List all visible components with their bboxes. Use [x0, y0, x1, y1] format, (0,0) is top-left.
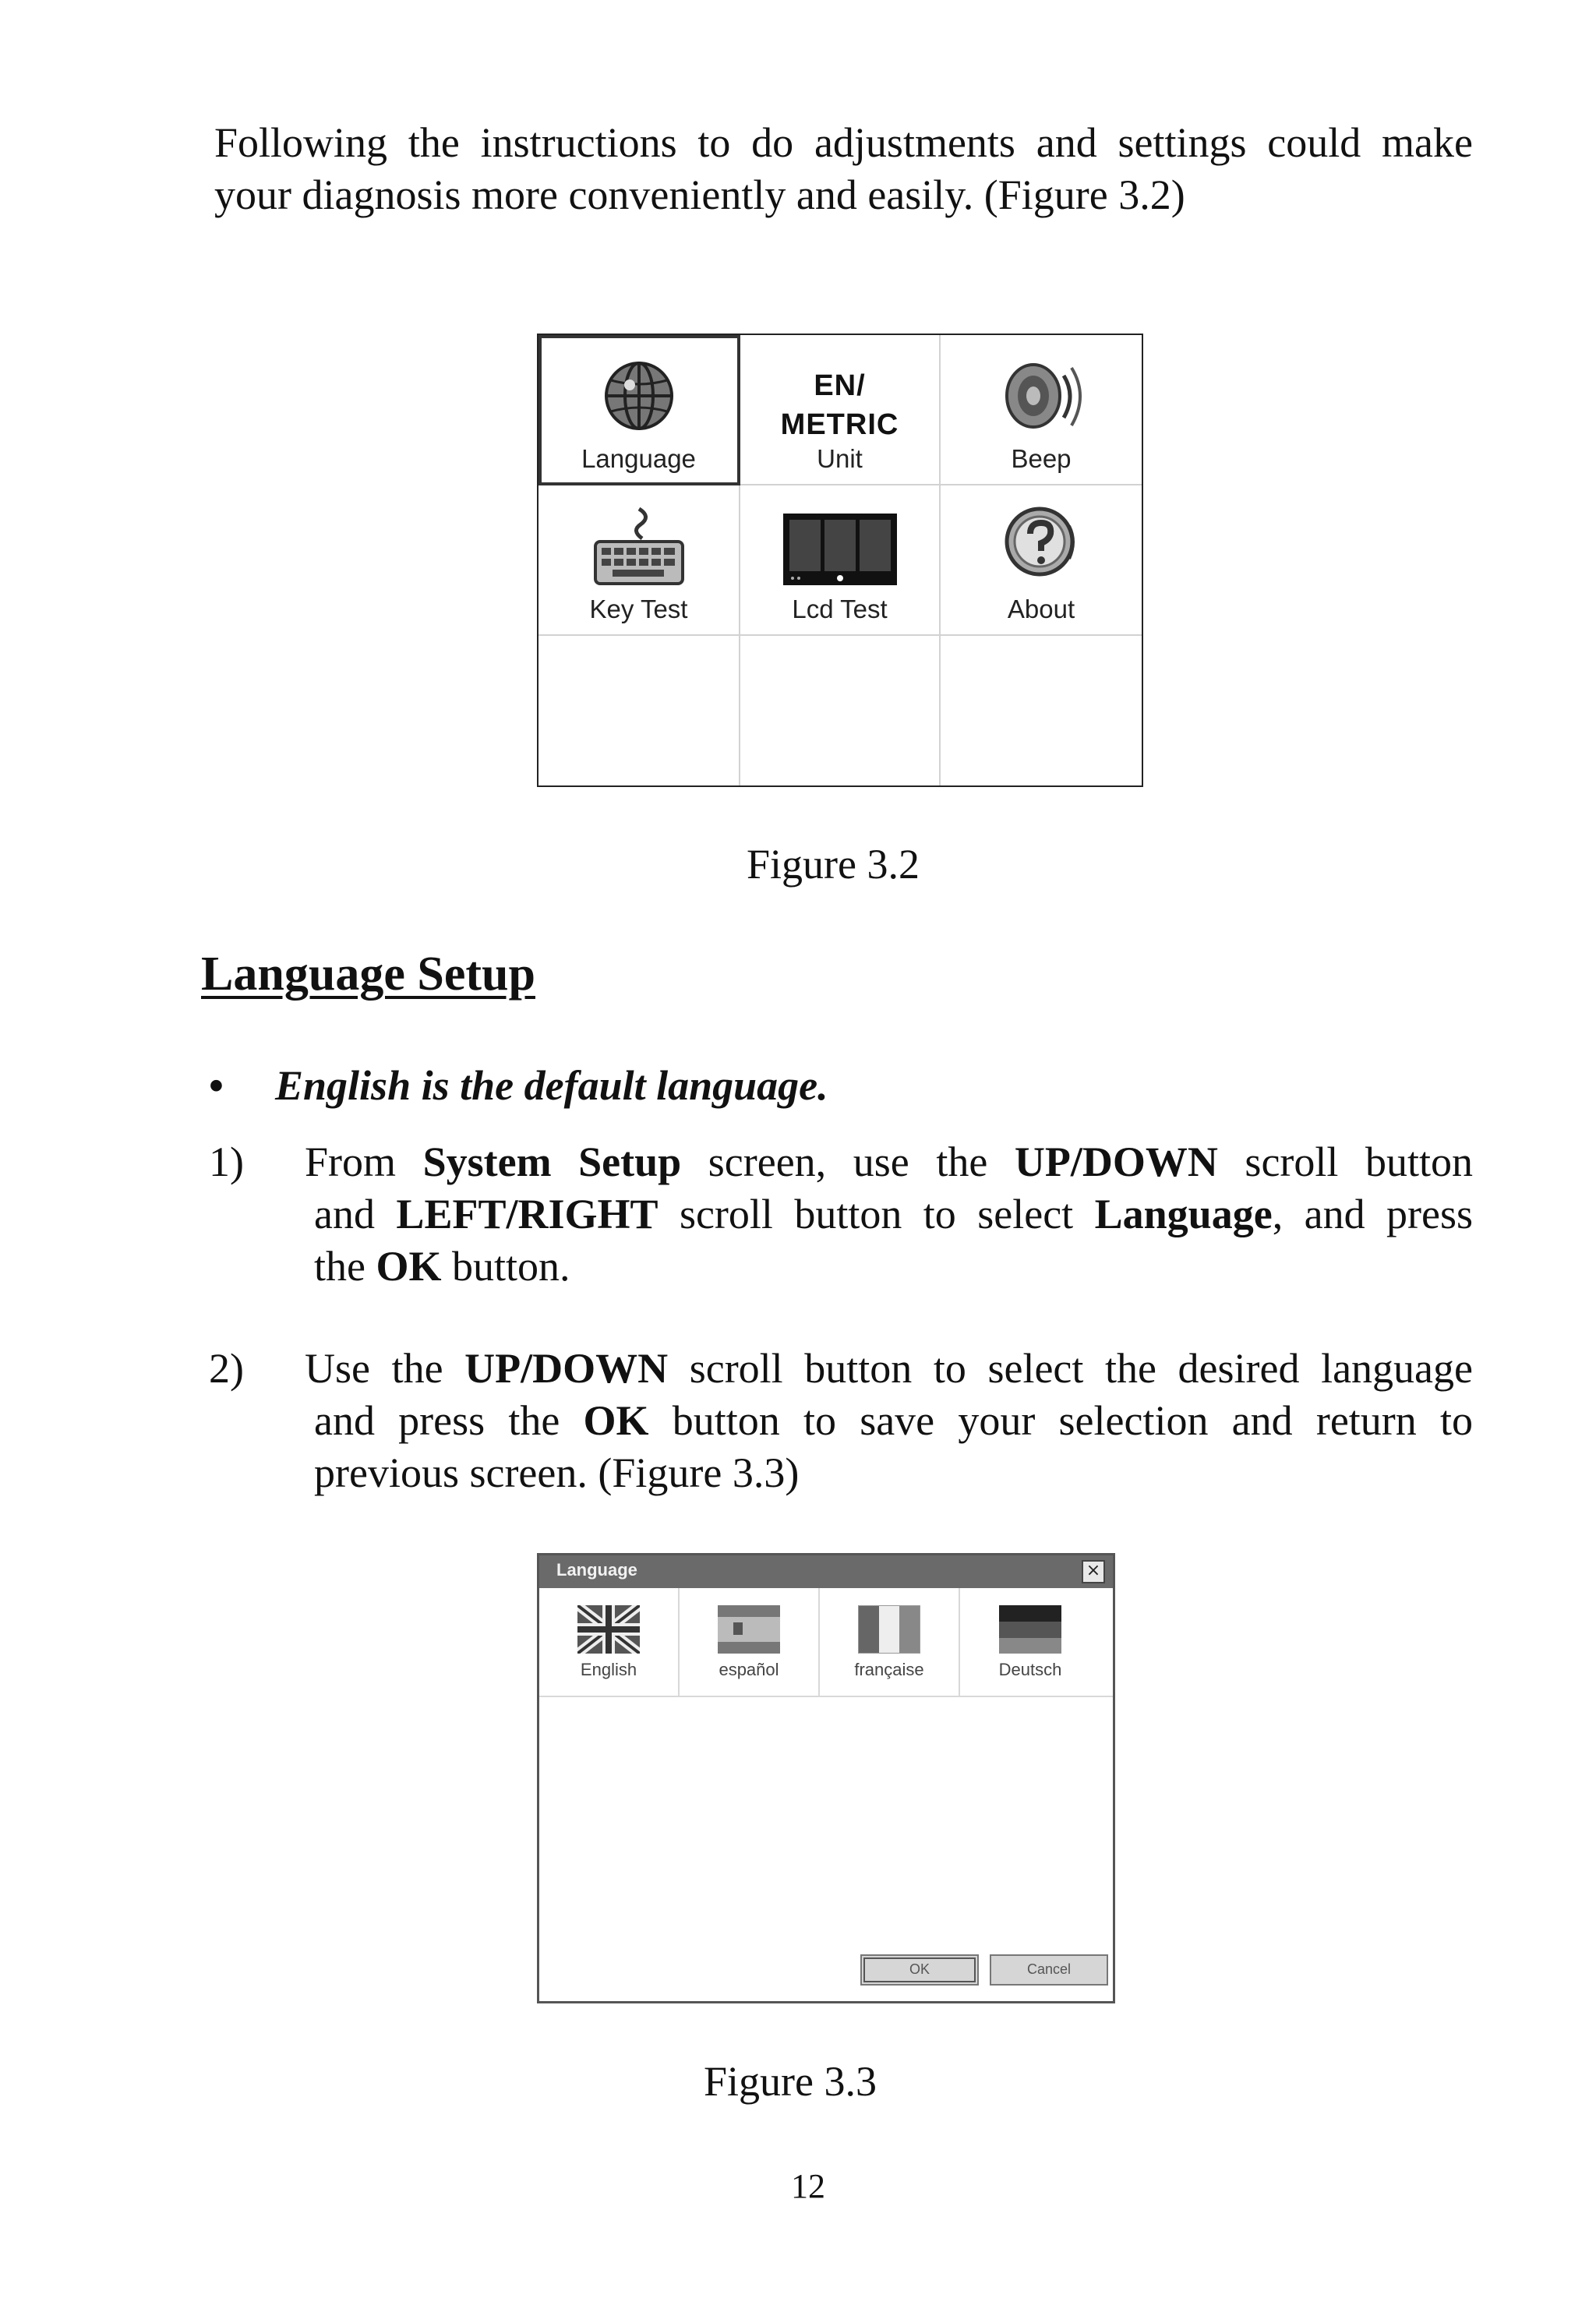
menu-empty-cell	[740, 636, 941, 785]
language-list	[539, 1588, 1113, 1697]
figure-3-2-caption: Figure 3.2	[747, 841, 920, 888]
question-icon	[1002, 503, 1080, 581]
step-number: 1)	[209, 1138, 244, 1185]
bullet-text: English is the default language.	[275, 1062, 828, 1109]
language-name: English	[580, 1660, 637, 1679]
keyboard-icon	[592, 507, 686, 593]
menu-item-label: Beep	[1011, 444, 1072, 473]
language-option-espanol[interactable]	[680, 1588, 820, 1696]
lcd-icon	[782, 507, 899, 585]
language-name: español	[719, 1660, 779, 1679]
unit-icon	[740, 366, 939, 444]
step-1-line-3: the OK button.	[314, 1243, 570, 1290]
menu-item-language[interactable]	[538, 335, 740, 485]
menu-item-label: Unit	[817, 444, 863, 473]
spain-flag-icon	[718, 1605, 780, 1654]
unit-line-2: METRIC	[780, 408, 899, 441]
ok-button[interactable]: OK	[860, 1954, 979, 1986]
menu-empty-cell	[941, 636, 1142, 785]
menu-item-lcd-test[interactable]	[740, 485, 941, 636]
intro-line-1: Following the instructions to do adjustments and settings could make	[214, 119, 1473, 166]
dialog-title: Language	[556, 1560, 637, 1580]
bullet-dot: •	[209, 1062, 224, 1109]
language-dialog	[537, 1553, 1115, 2003]
page-number: 12	[791, 2167, 825, 2205]
step-2	[209, 1343, 1473, 1499]
step-2-line-1: Use the UP/DOWN scroll button to select the desired language	[305, 1345, 1473, 1392]
menu-empty-cell	[538, 636, 740, 785]
intro-paragraph	[214, 117, 1473, 221]
uk-flag-icon	[577, 1605, 640, 1654]
menu-item-label: Lcd Test	[792, 595, 888, 623]
globe-icon	[600, 357, 678, 435]
default-language-note	[209, 1061, 828, 1110]
france-flag-icon	[858, 1605, 920, 1654]
menu-item-unit[interactable]	[740, 335, 941, 485]
menu-item-label: Language	[581, 444, 696, 473]
dialog-titlebar	[539, 1555, 1113, 1588]
step-2-line-3: previous screen. (Figure 3.3)	[314, 1449, 800, 1496]
unit-line-1: EN/	[814, 369, 866, 402]
intro-line-2: your diagnosis more conveniently and easily. (Figure 3.2)	[214, 171, 1185, 218]
menu-item-label: Key Test	[589, 595, 688, 623]
system-setup-screen	[537, 334, 1143, 787]
language-name: Deutsch	[998, 1660, 1062, 1679]
close-button[interactable]: ×	[1082, 1560, 1105, 1583]
menu-item-label: About	[1007, 595, 1075, 623]
step-number: 2)	[209, 1345, 244, 1392]
language-option-francaise[interactable]	[820, 1588, 960, 1696]
menu-item-beep[interactable]	[941, 335, 1142, 485]
speaker-icon	[998, 357, 1084, 439]
step-1-line-1: From System Setup screen, use the UP/DOWN scroll button	[305, 1138, 1473, 1185]
menu-item-key-test[interactable]	[538, 485, 740, 636]
cancel-button[interactable]: Cancel	[990, 1954, 1108, 1986]
language-option-english[interactable]	[539, 1588, 680, 1696]
step-1-line-2: and LEFT/RIGHT scroll button to select Language, and press	[314, 1191, 1474, 1237]
figure-3-3-caption: Figure 3.3	[704, 2058, 877, 2105]
language-name: française	[854, 1660, 924, 1679]
language-option-deutsch[interactable]	[960, 1588, 1100, 1696]
germany-flag-icon	[999, 1605, 1061, 1654]
step-2-line-2: and press the OK button to save your selection and return to	[314, 1397, 1473, 1444]
menu-item-about[interactable]	[941, 485, 1142, 636]
section-heading: Language Setup	[201, 948, 535, 1001]
step-1	[209, 1136, 1473, 1293]
